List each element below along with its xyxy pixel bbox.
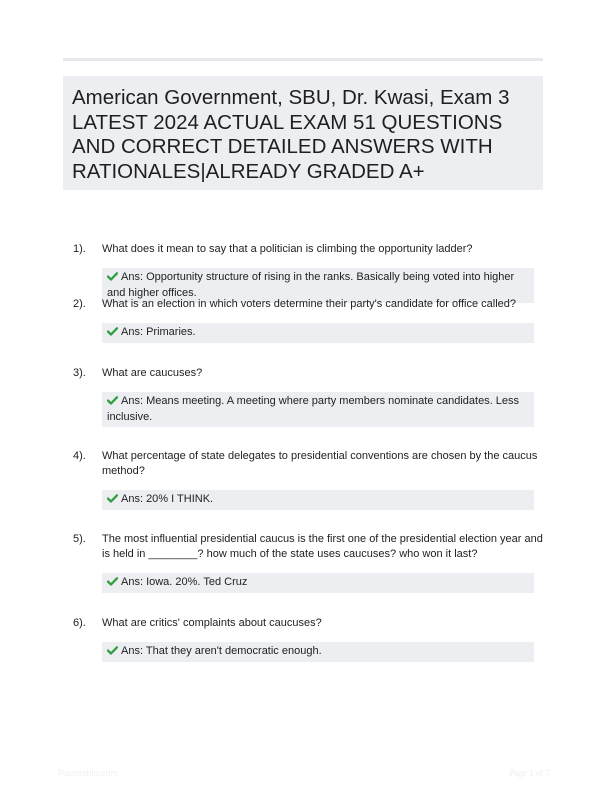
qa-item-3 <box>73 366 543 427</box>
question-text: What is an election in which voters determine their party's candidate for office called? <box>102 298 516 310</box>
check-icon <box>107 494 118 503</box>
answer-text: Ans: Primaries. <box>121 326 196 338</box>
check-icon <box>107 646 118 655</box>
answer-box <box>102 642 534 662</box>
qa-item-4 <box>73 449 543 510</box>
question-text: The most influential presidential caucus is the first one of the presidential election year and is held in ________? how much of the state uses caucuses? who won it last? <box>102 533 543 560</box>
question-number: 5). <box>73 533 86 545</box>
question-number: 1). <box>73 243 86 255</box>
answer-box <box>102 323 534 343</box>
answer-text: Ans: Opportunity structure of rising in the ranks. Basically being voted into higher and higher offices. <box>107 271 515 299</box>
check-icon <box>107 577 118 586</box>
footer-watermark: Papersbio.com <box>58 768 119 778</box>
qa-item-5 <box>73 532 543 593</box>
answer-text: Ans: Means meeting. A meeting where party members nominate candidates. Less inclusive. <box>107 395 520 423</box>
check-icon <box>107 327 118 336</box>
answer-text: Ans: 20% I THINK. <box>121 493 214 505</box>
answer-text: Ans: Iowa. 20%. Ted Cruz <box>121 576 248 588</box>
answer-text: Ans: That they aren't democratic enough. <box>121 645 322 657</box>
title-box <box>63 76 543 190</box>
question-text: What are critics' complaints about caucuses? <box>102 617 322 629</box>
check-icon <box>107 272 118 281</box>
top-divider <box>63 58 543 61</box>
answer-box <box>102 573 534 593</box>
page-number: Page 1 of 7 <box>509 768 550 778</box>
question-number: 6). <box>73 617 86 629</box>
question-text: What are caucuses? <box>102 367 203 379</box>
document-title: American Government, SBU, Dr. Kwasi, Exam 3 LATEST 2024 ACTUAL EXAM 51 QUESTIONS AND CORRECT DETAILED ANSWERS WITH RATIONALES|ALREADY GRADED A+ <box>72 86 510 183</box>
question-number: 3). <box>73 367 86 379</box>
qa-item-2 <box>73 297 543 343</box>
question-text: What percentage of state delegates to presidential conventions are chosen by the caucus method? <box>102 450 538 477</box>
answer-box <box>102 490 534 510</box>
question-number: 2). <box>73 298 86 310</box>
question-text: What does it mean to say that a politician is climbing the opportunity ladder? <box>102 243 473 255</box>
check-icon <box>107 396 118 405</box>
answer-box <box>102 392 534 427</box>
question-number: 4). <box>73 450 86 462</box>
qa-item-6 <box>73 616 543 662</box>
qa-item-1 <box>73 242 543 303</box>
